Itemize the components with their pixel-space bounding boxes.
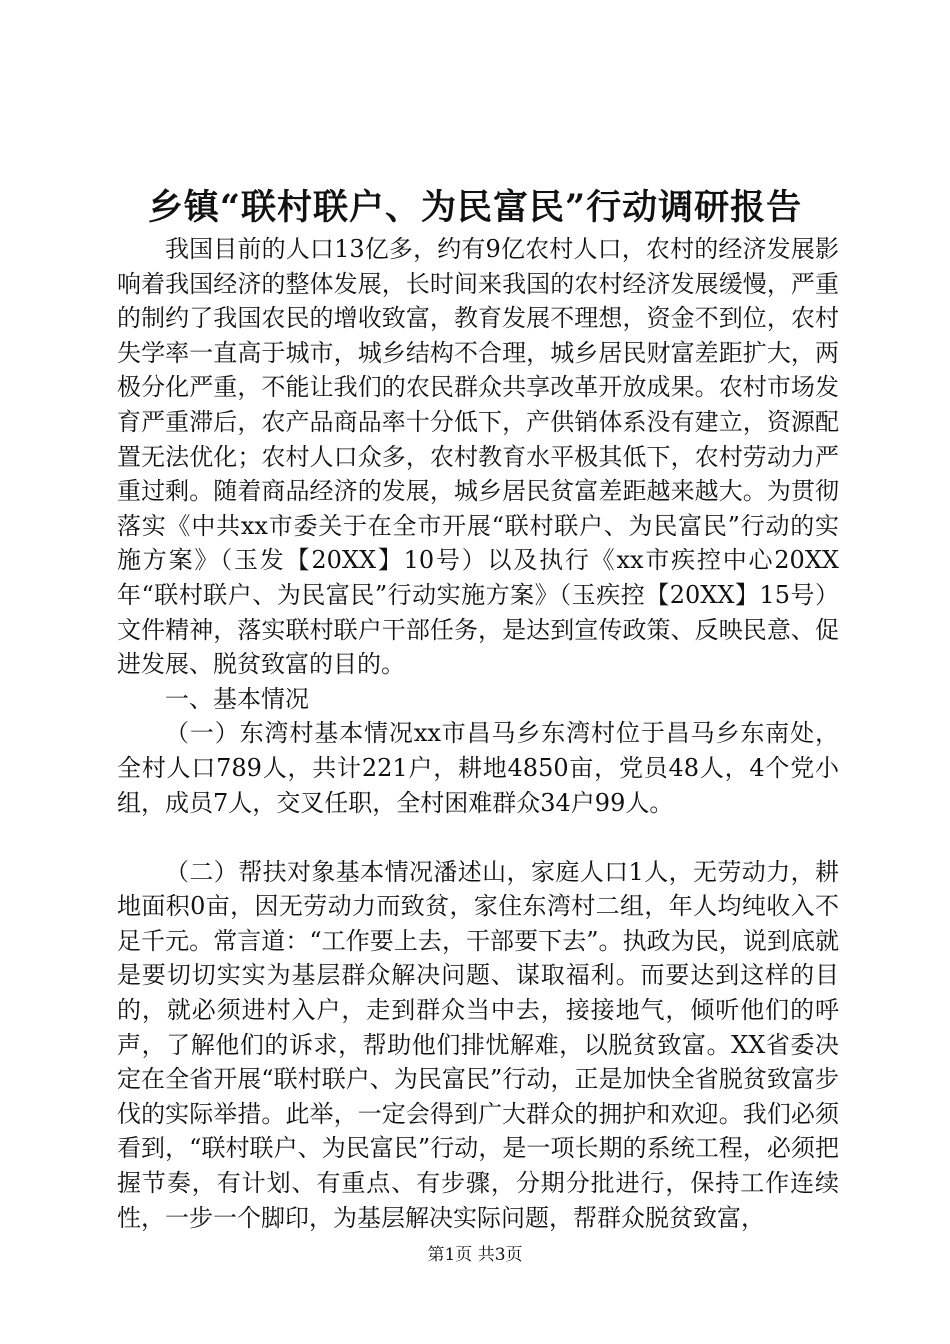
village-situation-paragraph: （一）东湾村基本情况xx市昌马乡东湾村位于昌马乡东南处，全村人口789人，共计221户，耕地4850亩，党员48人，4个党小组，成员7人，交叉任职，全村困难群众34户99人。 bbox=[117, 719, 839, 817]
document-title: 乡镇“联村联户、为民富民”行动调研报告 bbox=[147, 187, 803, 228]
document-body bbox=[117, 232, 839, 1235]
page-number-footer: 第1页 共3页 bbox=[427, 1245, 523, 1265]
intro-paragraph: 我国目前的人口13亿多，约有9亿农村人口，农村的经济发展影响着我国经济的整体发展，长时间来我国的农村经济发展缓慢，严重的制约了我国农民的增收致富，教育发展不理想，资金不到位，农村失学率一直高于城市，城乡结构不合理，城乡居民财富差距扩大，两极分化严重，不能让我们的农民群众共享改革开放成果。农村市场发育严重滞后，农产品商品率十分低下，产供销体系没有建立，资源配置无法优化；农村人口众多，农村教育水平极其低下，农村劳动力严重过剩。随着商品经济的发展，城乡居民贫富差距越来越大。为贯彻落实《中共xx市委关于在全市开展“联村联户、为民富民”行动的实施方案》（玉发【20XX】10号）以及执行《xx市疾控中心20XX年“联村联户、为民富民”行动实施方案》（玉疾控【20XX】15号）文件精神，落实联村联户干部任务，是达到宣传政策、反映民意、促进发展、脱贫致富的目的。 bbox=[117, 235, 839, 679]
assistance-target-paragraph: （二）帮扶对象基本情况潘述山，家庭人口1人，无劳动力，耕地面积0亩，因无劳动力而致贫，家住东湾村二组，年人均纯收入不足千元。常言道：“工作要上去，干部要下去”。执政为民，说到底就是要切切实实为基层群众解决问题、谋取福利。而要达到这样的目的，就必须进村入户，走到群众当中去，接接地气，倾听他们的呼声，了解他们的诉求，帮助他们排忧解难，以脱贫致富。XX省委决定在全省开展“联村联户、为民富民”行动，正是加快全省脱贫致富步伐的实际举措。此举，一定会得到广大群众的拥护和欢迎。我们必须看到，“联村联户、为民富民”行动，是一项长期的系统工程，必须把握节奏，有计划、有重点、有步骤，分期分批进行，保持工作连续性，一步一个脚印，为基层解决实际问题，帮群众脱贫致富， bbox=[117, 857, 839, 1232]
section-heading-basic-situation: 一、基本情况 bbox=[165, 684, 309, 713]
